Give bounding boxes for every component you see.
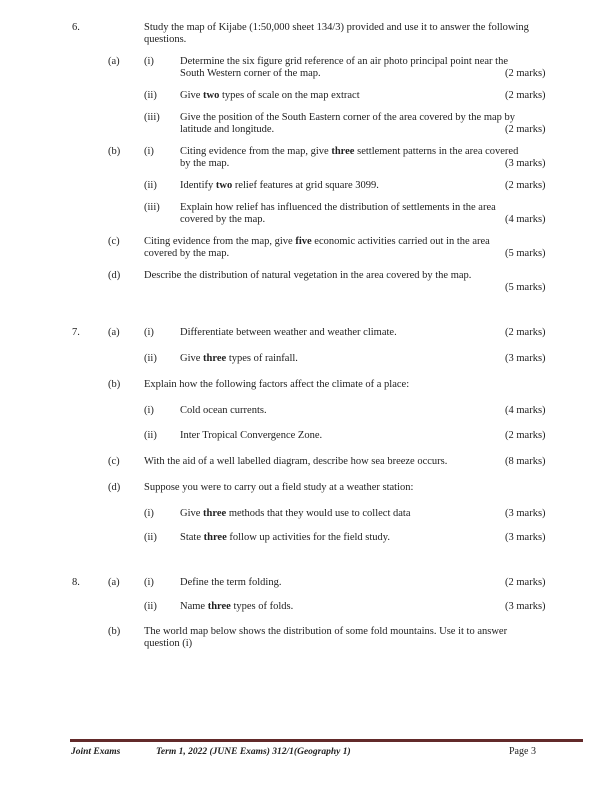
subpart-text: Differentiate between weather and weather climate.: [180, 327, 397, 338]
subpart-label: (ii): [144, 601, 157, 612]
subpart-label: (ii): [144, 180, 157, 191]
marks: (3 marks): [505, 508, 546, 519]
subpart-label: (i): [144, 56, 154, 67]
subpart-text: Citing evidence from the map, give three settlement patterns in the area covered: [180, 146, 519, 157]
marks: (2 marks): [505, 124, 546, 135]
subpart-text: Identify two relief features at grid square 3099.: [180, 180, 379, 191]
part-label: (d): [108, 482, 121, 493]
part-label: (a): [108, 56, 120, 67]
part-text: Suppose you were to carry out a field study at a weather station:: [144, 482, 414, 493]
subpart-text: Determine the six figure grid reference of an air photo principal point near the: [180, 56, 508, 67]
question-number: 8.: [72, 577, 80, 588]
subpart-label: (i): [144, 327, 154, 338]
part-label: (b): [108, 626, 121, 637]
marks: (5 marks): [505, 248, 546, 259]
subpart-label: (i): [144, 405, 154, 416]
subpart-text: Inter Tropical Convergence Zone.: [180, 430, 323, 441]
part-text: Explain how the following factors affect the climate of a place:: [144, 379, 410, 390]
subpart-text: South Western corner of the map.: [180, 68, 321, 79]
marks: (5 marks): [505, 282, 546, 293]
marks: (2 marks): [505, 90, 546, 101]
footer-left: Joint Exams: [71, 747, 121, 757]
footer-center: Term 1, 2022 (JUNE Exams) 312/1(Geography 1): [156, 747, 351, 757]
subpart-text: Define the term folding.: [180, 577, 282, 588]
part-label: (c): [108, 236, 120, 247]
subpart-label: (ii): [144, 90, 157, 101]
subpart-label: (ii): [144, 430, 157, 441]
subpart-text: Explain how relief has influenced the distribution of settlements in the area: [180, 202, 496, 213]
part-text: Describe the distribution of natural vegetation in the area covered by the map.: [144, 270, 472, 281]
marks: (3 marks): [505, 532, 546, 543]
part-label: (a): [108, 577, 120, 588]
marks: (2 marks): [505, 327, 546, 338]
part-label: (b): [108, 146, 121, 157]
subpart-label: (ii): [144, 532, 157, 543]
part-text: With the aid of a well labelled diagram, describe how sea breeze occurs.: [144, 456, 448, 467]
part-text: question (i): [144, 638, 193, 649]
subpart-label: (iii): [144, 112, 160, 123]
part-label: (a): [108, 327, 120, 338]
subpart-text: State three follow up activities for the field study.: [180, 532, 390, 543]
marks: (3 marks): [505, 158, 546, 169]
question-text: Study the map of Kijabe (1:50,000 sheet 134/3) provided and use it to answer the following: [144, 22, 529, 33]
marks: (4 marks): [505, 214, 546, 225]
subpart-text: latitude and longitude.: [180, 124, 275, 135]
part-label: (c): [108, 456, 120, 467]
subpart-text: by the map.: [180, 158, 230, 169]
part-label: (d): [108, 270, 121, 281]
question-number: 7.: [72, 327, 80, 338]
marks: (8 marks): [505, 456, 546, 467]
marks: (2 marks): [505, 180, 546, 191]
subpart-text: Give three types of rainfall.: [180, 353, 298, 364]
subpart-label: (i): [144, 577, 154, 588]
subpart-text: Give three methods that they would use to collect data: [180, 508, 411, 519]
subpart-label: (iii): [144, 202, 160, 213]
marks: (3 marks): [505, 353, 546, 364]
subpart-text: covered by the map.: [180, 214, 266, 225]
marks: (3 marks): [505, 601, 546, 612]
marks: (2 marks): [505, 68, 546, 79]
marks: (2 marks): [505, 430, 546, 441]
subpart-text: Cold ocean currents.: [180, 405, 267, 416]
marks: (2 marks): [505, 577, 546, 588]
subpart-text: Give the position of the South Eastern corner of the area covered by the map by: [180, 112, 516, 123]
part-text: covered by the map.: [144, 248, 230, 259]
part-label: (b): [108, 379, 121, 390]
subpart-label: (i): [144, 508, 154, 519]
subpart-text: Give two types of scale on the map extract: [180, 90, 360, 101]
question-text: questions.: [144, 34, 187, 45]
subpart-label: (ii): [144, 353, 157, 364]
subpart-label: (i): [144, 146, 154, 157]
part-text: Citing evidence from the map, give five economic activities carried out in the area: [144, 236, 490, 247]
question-number: 6.: [72, 22, 80, 33]
page-number: Page 3: [509, 746, 536, 757]
part-text: The world map below shows the distribution of some fold mountains. Use it to answer: [144, 626, 508, 637]
subpart-text: Name three types of folds.: [180, 601, 294, 612]
footer-rule: [70, 739, 583, 742]
marks: (4 marks): [505, 405, 546, 416]
